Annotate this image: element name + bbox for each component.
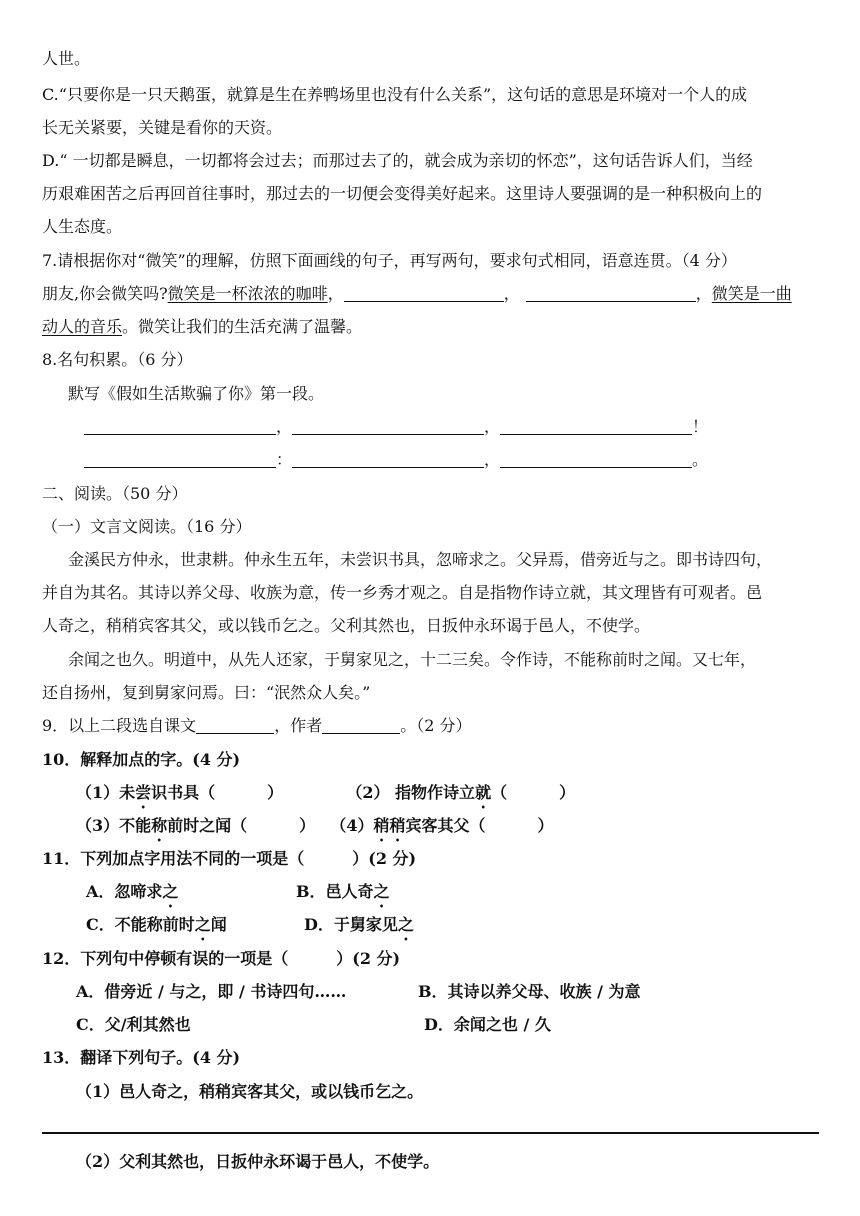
q10-i2-c: （ [491,783,508,802]
q7-blank-2[interactable] [526,284,696,302]
q10-row1 [76,782,575,812]
passage-p1-line2: 并自为其名。其诗以养父母、收族为意，传一乡秀才观之。自是指物作诗立就，其文理皆有可观者。邑 [42,583,763,602]
q8-blank-3[interactable] [500,417,692,435]
q10-i4-dotted: 稍稍 [373,816,406,835]
q10-i1-dotted: 尝 [135,783,152,802]
q10-row2 [76,815,554,845]
passage-p1-line3: 人奇之，稍稍宾客其父，或以钱币乞之。父利其然也，日扳仲永环谒于邑人，不使学。 [42,616,651,635]
q9 [42,715,471,737]
q13-sentence-2: （2）父利其然也，日扳仲永环谒于邑人，不使学。 [76,1152,440,1171]
q10-i1-c: 识书具（ [151,783,216,802]
q7-text-e: ， [695,284,712,303]
option-c-line1: C.“只要你是一只天鹅蛋，就算是生在养鸭场里也没有什么关系”，这句话的意思是环境对一个人的成 [42,85,748,104]
q11-option-b[interactable] [296,881,390,911]
q7-underlined-f: 微笑是一曲 [711,284,792,303]
q8-punct-4: ： [276,450,293,469]
q7-prompt: 7.请根据你对“微笑”的理解，仿照下面画线的句子，再写两句，要求句式相同，语意连贯。（4 分） [42,251,737,270]
q9-text-a: 9．以上二段选自课文 [42,716,197,735]
q11-b-text: B．邑人奇 [296,882,374,901]
q12-option-a[interactable]: A．借旁近 / 与之，即 / 书诗四句…… [76,982,347,1001]
option-c-tail: 人世。 [42,49,91,68]
q7-blank-1[interactable] [344,284,504,302]
q11-d-text: D．于舅家见 [304,915,398,934]
q10-i2-a: （2） 指物作诗立 [346,783,476,802]
q7-line1 [42,283,792,305]
q7-underlined-b: 微笑是一杯浓浓的咖啡 [167,284,328,303]
q12-option-d[interactable]: D．余闻之也 / 久 [424,1015,551,1034]
q11-b-dotted: 之 [373,882,390,901]
q10-i4-a: （4） [330,816,374,835]
q7-text-c: ， [327,284,344,303]
q13-title: 13．翻译下列句子。(4 分) [42,1048,241,1067]
q8-instruction: 默写《假如生活欺骗了你》第一段。 [68,384,325,403]
section-2-sub: （一）文言文阅读。（16 分） [42,517,252,536]
q11-c-text: C．不能称前时 [86,915,195,934]
q10-i1-a: （1）未 [76,783,136,802]
q7-text-d: ， [503,284,520,303]
q10-i3-c: 前时之闻（ [167,816,248,835]
q8-punct-2: ， [484,417,501,436]
q11-d-dotted: 之 [397,915,414,934]
passage-p1-line1: 金溪民方仲永，世隶耕。仲永生五年，未尝识书具，忽啼求之。父异焉，借旁近与之。即书诗四句， [68,550,773,569]
q10-i2-d: ） [559,783,576,802]
q11-c-dotted: 之 [194,915,211,934]
q8-punct-3: ！ [692,417,709,436]
q10-title: 10．解释加点的字。(4 分) [42,750,241,769]
q7-text-a: 朋友,你会微笑吗? [42,284,168,303]
q8-punct-5: ， [484,450,501,469]
q8-punct-1: ， [276,417,293,436]
q10-i1-d: ） [267,783,284,802]
q7-underlined-g: 动人的音乐 [42,317,123,336]
q10-i4-c: 宾客其父（ [405,816,486,835]
option-d-line2: 历艰难困苦之后再回首往事时，那过去的一切便会变得美好起来。这里诗人要强调的是一种积极向上的 [42,184,763,203]
q9-blank-author[interactable] [322,716,400,734]
option-c-line2: 长无关紧要，关键是看你的天资。 [42,118,283,137]
q10-i2-dotted: 就 [475,783,492,802]
q11-a-text: A．忽啼求 [86,882,163,901]
q11-option-c[interactable] [86,914,227,944]
q10-i4-d: ） [537,816,554,835]
q10-i3-d: ） [299,816,316,835]
q9-blank-text[interactable] [196,716,274,734]
q11-option-d[interactable] [304,914,414,944]
q11-c-tail: 闻 [210,915,227,934]
passage-p2-line2: 还自扬州，复到舅家问焉。曰：“泯然众人矣。” [42,683,371,702]
answer-line[interactable] [42,1132,819,1134]
q11-title: 11．下列加点字用法不同的一项是（ ）(2 分) [42,849,417,868]
q10-i3-a: （3）不能 [76,816,152,835]
option-d-line3: 人生态度。 [42,217,123,236]
q8-blank-6[interactable] [500,450,692,468]
q13-sentence-1: （1）邑人奇之，稍稍宾客其父，或以钱币乞之。 [76,1082,424,1101]
q8-blank-4[interactable] [84,450,276,468]
option-d-line1: D.“ 一切都是瞬息，一切都将会过去；而那过去了的，就会成为亲切的怀恋”，这句话告诉人们，当经 [42,151,753,170]
q8-row2 [84,449,708,471]
q7-line2 [42,316,362,338]
section-2-title: 二、阅读。（50 分） [42,484,188,503]
q10-i3-dotted: 称 [151,816,168,835]
q8-blank-2[interactable] [292,417,484,435]
q9-text-c: 。（2 分） [400,716,472,735]
q8-title: 8.名句积累。（6 分） [42,350,193,369]
q11-option-a[interactable] [86,881,178,911]
q8-row1 [84,416,708,438]
q7-text-h: 。微笑让我们的生活充满了温馨。 [122,317,363,336]
q12-option-b[interactable]: B．其诗以养父母、收族 / 为意 [418,982,641,1001]
q8-blank-5[interactable] [292,450,484,468]
passage-p2-line1: 余闻之也久。明道中，从先人还家，于舅家见之，十二三矣。令作诗，不能称前时之闻。又七年， [68,650,757,669]
q12-title: 12．下列句中停顿有误的一项是（ ）(2 分) [42,949,401,968]
q8-blank-1[interactable] [84,417,276,435]
q11-a-dotted: 之 [162,882,179,901]
q12-option-c[interactable]: C．父/利其然也 [76,1015,191,1034]
q8-punct-6: 。 [692,450,709,469]
q9-text-b: ，作者 [274,716,323,735]
